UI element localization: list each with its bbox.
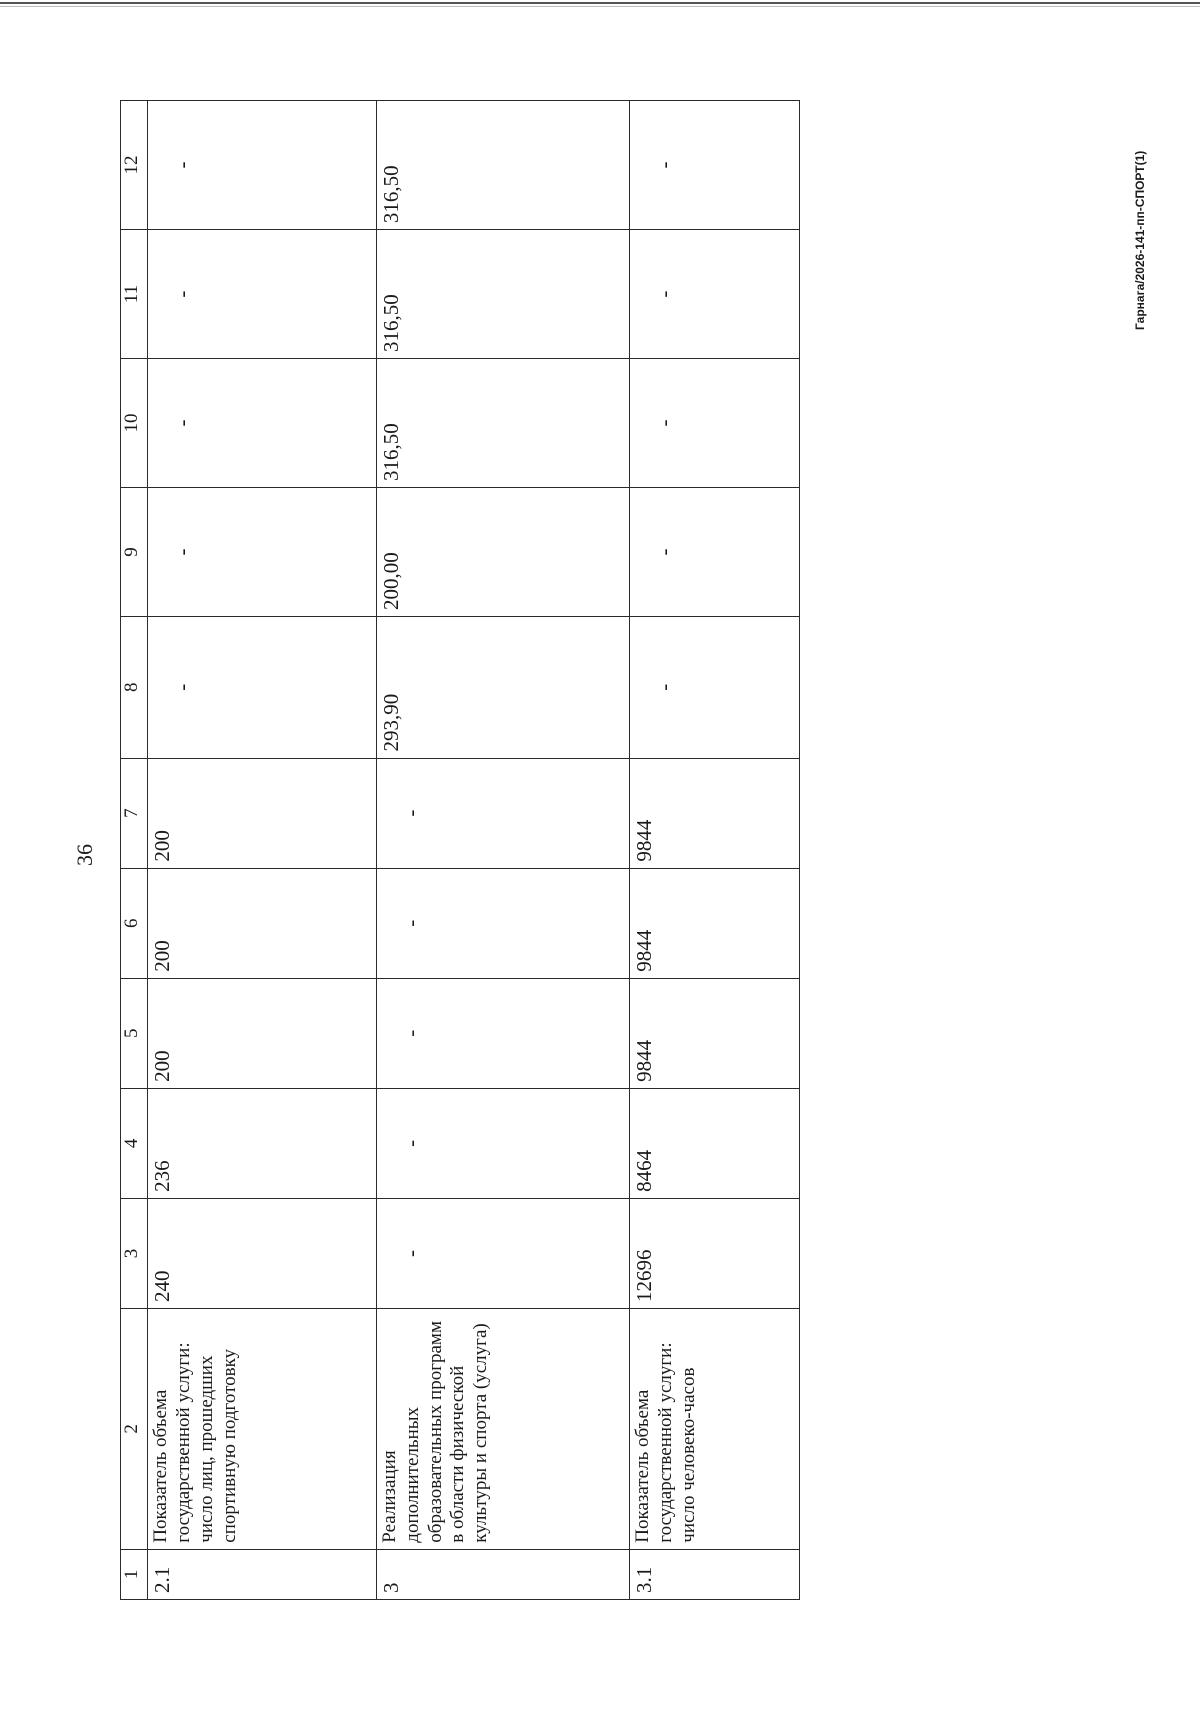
value-cell: 316,50 (377, 359, 630, 488)
column-header: 9 (121, 488, 148, 617)
value-cell: 9844 (629, 758, 799, 868)
document-reference: Гарнага/2026-141-пп-СПОРТ(1) (1133, 150, 1147, 330)
column-header: 7 (121, 758, 148, 868)
value-cell: - (377, 868, 630, 978)
row-number-cell: 3.1 (629, 1549, 799, 1599)
column-header: 5 (121, 978, 148, 1088)
value-cell: 9844 (629, 978, 799, 1088)
table-row (629, 101, 799, 1600)
value-cell: 316,50 (377, 230, 630, 359)
top-border-line (0, 2, 1200, 4)
value-cell: - (377, 978, 630, 1088)
column-header: 12 (121, 101, 148, 230)
value-cell: - (148, 359, 377, 488)
value-cell: - (629, 101, 799, 230)
value-cell: - (629, 488, 799, 617)
column-header: 6 (121, 868, 148, 978)
value-cell: 12696 (629, 1198, 799, 1308)
value-cell: - (629, 359, 799, 488)
page-number: 36 (72, 844, 97, 866)
value-cell: - (148, 101, 377, 230)
value-cell: 200 (148, 978, 377, 1088)
value-cell: - (377, 1198, 630, 1308)
description-cell: Показатель объема государственной услуги: число человеко-часов (629, 1309, 799, 1550)
column-header: 11 (121, 230, 148, 359)
row-number-cell: 2.1 (148, 1549, 377, 1599)
table-row (148, 101, 377, 1600)
value-cell: - (629, 616, 799, 758)
top-border-line-faint (0, 6, 1200, 7)
rotated-table-container (120, 100, 800, 1600)
column-header: 4 (121, 1088, 148, 1198)
value-cell: - (377, 758, 630, 868)
column-header: 3 (121, 1198, 148, 1308)
row-number-cell: 3 (377, 1549, 630, 1599)
column-header: 2 (121, 1309, 148, 1550)
column-header: 8 (121, 616, 148, 758)
value-cell: 316,50 (377, 101, 630, 230)
value-cell: 200 (148, 758, 377, 868)
description-cell: Показатель объема государственной услуги: число лиц, прошедших спортивную подготовку (148, 1309, 377, 1550)
value-cell: - (629, 230, 799, 359)
value-cell: - (377, 1088, 630, 1198)
description-cell: Реализация дополнительных образовательных программ в области физической культуры и спорта (услуга) (377, 1309, 630, 1550)
table-header-row (121, 101, 148, 1600)
value-cell: 200 (148, 868, 377, 978)
value-cell: 236 (148, 1088, 377, 1198)
table-row (377, 101, 630, 1600)
data-table (120, 100, 800, 1600)
column-header: 1 (121, 1549, 148, 1599)
value-cell: - (148, 230, 377, 359)
value-cell: 200,00 (377, 488, 630, 617)
value-cell: 240 (148, 1198, 377, 1308)
value-cell: - (148, 488, 377, 617)
column-header: 10 (121, 359, 148, 488)
value-cell: 293,90 (377, 616, 630, 758)
value-cell: 8464 (629, 1088, 799, 1198)
value-cell: 9844 (629, 868, 799, 978)
value-cell: - (148, 616, 377, 758)
